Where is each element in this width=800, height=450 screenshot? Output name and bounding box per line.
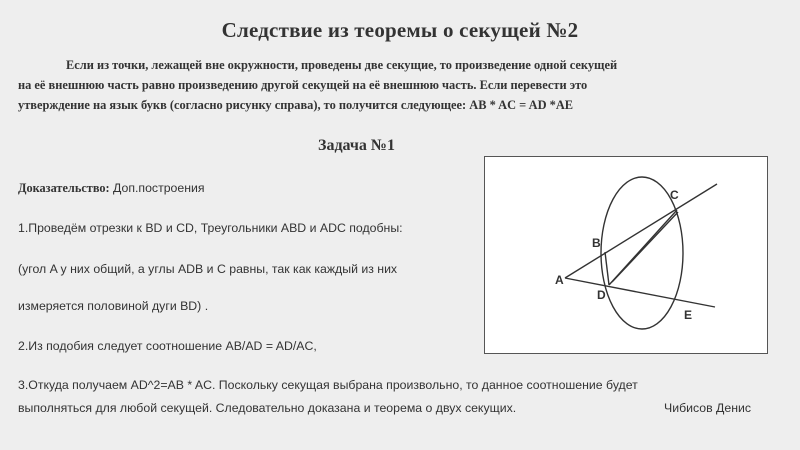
theorem-statement-line: утверждение на язык букв (согласно рисунку справа), то получится следующее: AB * AC = AD *AE [18,98,574,112]
secant-line-ac [565,184,717,278]
task-title: Задача №1 [318,137,395,154]
label-e: E [684,308,693,322]
label-b: B [592,236,601,250]
label-c: C [670,188,679,202]
theorem-statement-text-1: Если из точки, лежащей вне окружности, проведены две секущие, то произведение одной секущей [66,58,618,72]
theorem-statement-line [18,55,778,75]
proof-step-3: выполняться для любой секущей. Следовательно доказана и теорема о двух секущих. [18,401,517,415]
proof-step-1: 1.Проведём отрезки к BD и CD, Треугольники ABD и ADC подобны: [18,221,403,235]
segment-dc-inner [612,212,678,282]
slide-title: Следствие из теоремы о секущей №2 [221,18,579,42]
theorem-statement-line: на её внешнюю часть равно произведению другой секущей на её внешнюю часть. Если перевести это [18,78,588,92]
label-d: D [597,288,606,302]
author-name: Чибисов Денис [664,401,752,415]
theorem-statement [18,55,778,115]
proof-heading: Доказательство: [18,181,110,195]
secant-line-ae [565,278,715,307]
secant-figure [484,156,768,354]
proof-step-2: 2.Из подобия следует соотношение AB/AD = AD/AC, [18,339,317,353]
proof-heading-rest: Доп.построения [109,181,205,195]
segment-bd [605,252,609,285]
proof-step-1-note: (угол A у них общий, а углы ADB и C равны, так как каждый из них [18,262,398,276]
proof-step-1-note: измеряется половиной дуги BD) . [18,299,209,313]
secant-diagram [485,157,766,352]
proof-heading-line [18,181,205,196]
proof-step-3: 3.Откуда получаем AD^2=AB * AC. Поскольку секущая выбрана произвольно, то данное соотношение будет [18,378,638,392]
label-a: A [555,273,564,287]
